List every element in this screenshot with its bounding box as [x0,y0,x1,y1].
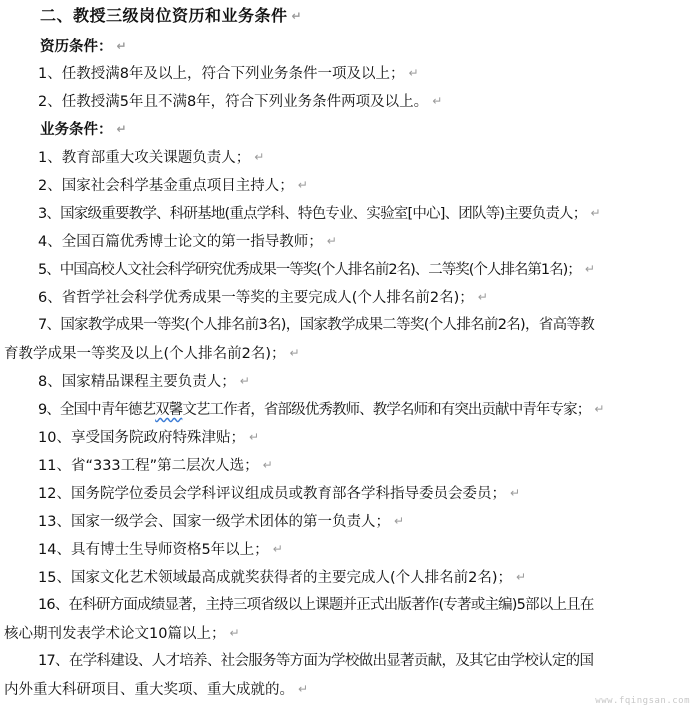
paragraph-mark-icon: ↵ [297,178,308,192]
business-item [0,539,694,560]
business-item-text: 10、享受国务院政府特殊津贴； [38,430,245,446]
business-item-continuation [0,623,694,644]
business-item-text: 12、国务院学位委员会学科评议组成员或教育部各学科指导委员会委员； [38,486,506,502]
business-item [0,455,694,476]
qualification-text: 2、任教授满5年且不满8年，符合下列业务条件两项及以上。 [38,94,429,110]
paragraph-mark-icon: ↵ [291,9,303,23]
paragraph-mark-icon: ↵ [272,542,283,556]
business-item-text: 13、国家一级学会、国家一级学术团体的第一负责人； [38,514,390,530]
business-item [0,483,694,504]
paragraph-mark-icon: ↵ [590,206,600,220]
business-item-text: 育教学成果一等奖及以上(个人排名前2名)； [4,346,286,362]
business-item-text: 9、全国中青年德艺 [38,402,156,418]
business-item-text: 文艺工作者，省部级优秀教师、教学名师和有突出贡献中青年专家； [182,402,591,418]
paragraph-mark-icon: ↵ [326,234,337,248]
qualification-heading [0,36,694,57]
business-item-text: 2、国家社会科学基金重点项目主持人； [38,178,294,194]
paragraph-mark-icon: ↵ [116,39,127,53]
paragraph-mark-icon: ↵ [408,66,419,80]
qualification-heading-text: 资历条件： [40,39,113,55]
business-item [0,147,694,168]
business-item [0,315,694,335]
paragraph-mark-icon: ↵ [393,514,405,528]
paragraph-mark-icon: ↵ [509,486,521,500]
business-item-continuation [0,343,694,364]
paragraph-mark-icon: ↵ [116,122,127,136]
paragraph-mark-icon: ↵ [248,430,260,444]
business-heading-text: 业务条件： [40,122,113,138]
paragraph-mark-icon: ↵ [432,94,443,108]
business-item [0,427,694,448]
section-title [0,6,694,26]
paragraph-mark-icon: ↵ [254,150,265,164]
spellcheck-word: 双馨 [155,402,183,418]
business-item-text: 3、国家级重要教学、科研基地(重点学科、特色专业、实验室[中心]、团队等)主要负责人； [38,206,587,222]
business-item [0,231,694,252]
business-item-text: 15、国家文化艺术领域最高成就奖获得者的主要完成人(个人排名前2名)； [38,570,512,586]
paragraph-mark-icon: ↵ [584,262,594,276]
business-item-text: 17、在学科建设、人才培养、社会服务等方面为学校做出显著贡献，及其它由学校认定的国 [38,653,594,669]
business-item [0,595,694,615]
business-item [0,399,694,420]
paragraph-mark-icon: ↵ [229,626,240,640]
business-item [0,259,694,280]
paragraph-mark-icon: ↵ [262,458,273,472]
business-item-text: 内外重大科研项目、重大奖项、重大成就的。 [4,682,294,698]
business-item-text: 11、省“333工程”第二层次人选； [38,458,259,474]
qualification-item [0,63,694,84]
paragraph-mark-icon: ↵ [516,570,527,584]
business-item-continuation [0,679,694,700]
business-item-text: 16、在科研方面成绩显著，主持三项省级以上课题并正式出版著作(专著或主编)5部以上且在 [38,597,594,613]
business-item-text: 8、国家精品课程主要负责人； [38,374,236,390]
business-item [0,567,694,588]
business-item [0,175,694,196]
business-item-text: 核心期刊发表学术论文10篇以上； [4,626,226,642]
qualification-text: 1、任教授满8年及以上，符合下列业务条件一项及以上； [38,66,405,82]
paragraph-mark-icon: ↵ [239,374,250,388]
business-item-text: 14、具有博士生导师资格5年以上； [38,542,269,558]
paragraph-mark-icon: ↵ [289,346,300,360]
business-item [0,651,694,671]
business-item [0,511,694,532]
business-item [0,203,694,224]
watermark: www.fqingsan.com [595,696,690,706]
business-item-text: 4、全国百篇优秀博士论文的第一指导教师； [38,234,323,250]
business-item [0,371,694,392]
qualification-item [0,91,694,112]
paragraph-mark-icon: ↵ [477,290,488,304]
business-item-text: 7、国家教学成果一等奖(个人排名前3名)，国家教学成果二等奖(个人排名前2名)，省高等教 [38,317,595,333]
business-item-text: 5、中国高校人文社会科学研究优秀成果一等奖(个人排名前2名)、二等奖(个人排名第1名)； [38,262,581,278]
section-title-text: 二、教授三级岗位资历和业务条件 [40,6,288,25]
business-heading [0,119,694,140]
business-item-text: 6、省哲学社会科学优秀成果一等奖的主要完成人(个人排名前2名)； [38,290,474,306]
business-item [0,287,694,308]
paragraph-mark-icon: ↵ [594,402,604,416]
paragraph-mark-icon: ↵ [298,682,309,696]
business-item-text: 1、教育部重大攻关课题负责人； [38,150,251,166]
